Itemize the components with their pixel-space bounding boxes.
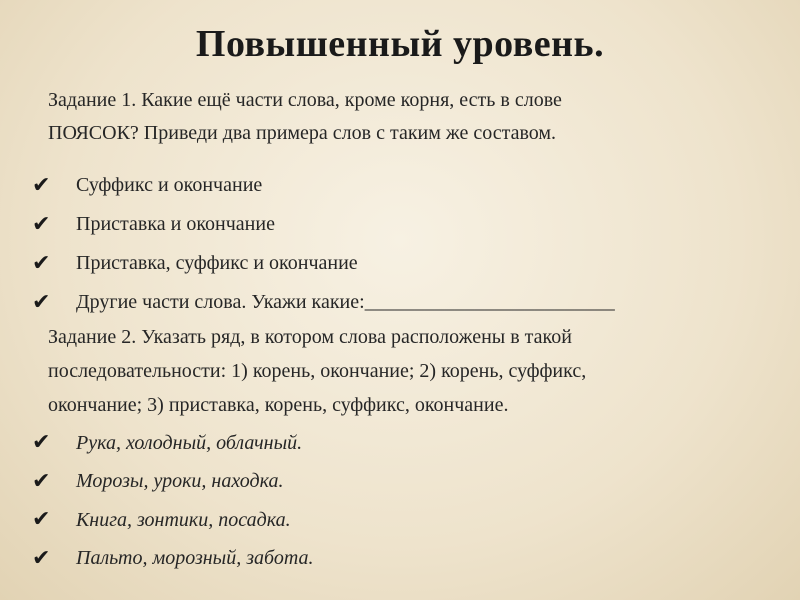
task-2-option: [32, 540, 314, 579]
check-icon: ✔: [32, 289, 51, 315]
task-2-line: окончание; 3) приставка, корень, суффикс, окончание.: [48, 394, 509, 416]
check-icon: ✔: [32, 468, 51, 494]
check-icon: ✔: [32, 211, 51, 237]
check-icon: ✔: [32, 250, 51, 276]
task-2-options: [32, 424, 314, 578]
option-label: Рука, холодный, облачный.: [76, 431, 303, 454]
task-2-option: [32, 463, 314, 502]
task-2-option: [32, 424, 314, 463]
task-1-option: [32, 244, 615, 283]
slide-title: Повышенный уровень.: [195, 23, 605, 65]
option-label: Книга, зонтики, посадка.: [76, 508, 291, 531]
check-icon: ✔: [32, 545, 51, 571]
task-1-option: [32, 166, 615, 205]
option-label: Пальто, морозный, забота.: [76, 547, 314, 570]
check-icon: ✔: [32, 430, 51, 456]
option-label: Суффикс и окончание: [76, 174, 263, 196]
task-1-options: [32, 166, 615, 322]
task-2-line: последовательности: 1) корень, окончание; 2) корень, суффикс,: [48, 360, 587, 382]
task-2-line: Задание 2. Указать ряд, в котором слова расположены в такой: [48, 326, 572, 348]
option-label: Морозы, уроки, находка.: [76, 470, 284, 493]
option-label: Приставка и окончание: [76, 213, 275, 235]
task-1-text: [48, 84, 738, 150]
task-2-text: [48, 320, 738, 422]
task-1-line: Задание 1. Какие ещё части слова, кроме корня, есть в слове: [48, 89, 562, 111]
check-icon: ✔: [32, 172, 51, 198]
task-2-option: [32, 501, 314, 540]
option-label: Другие части слова. Укажи какие:_________________________: [76, 291, 615, 313]
task-1-option: [32, 205, 615, 244]
option-label: Приставка, суффикс и окончание: [76, 252, 358, 274]
check-icon: ✔: [32, 507, 51, 533]
task-1-line: ПОЯСОК? Приведи два примера слов с таким же составом.: [48, 122, 557, 144]
task-1-option: [32, 283, 615, 322]
